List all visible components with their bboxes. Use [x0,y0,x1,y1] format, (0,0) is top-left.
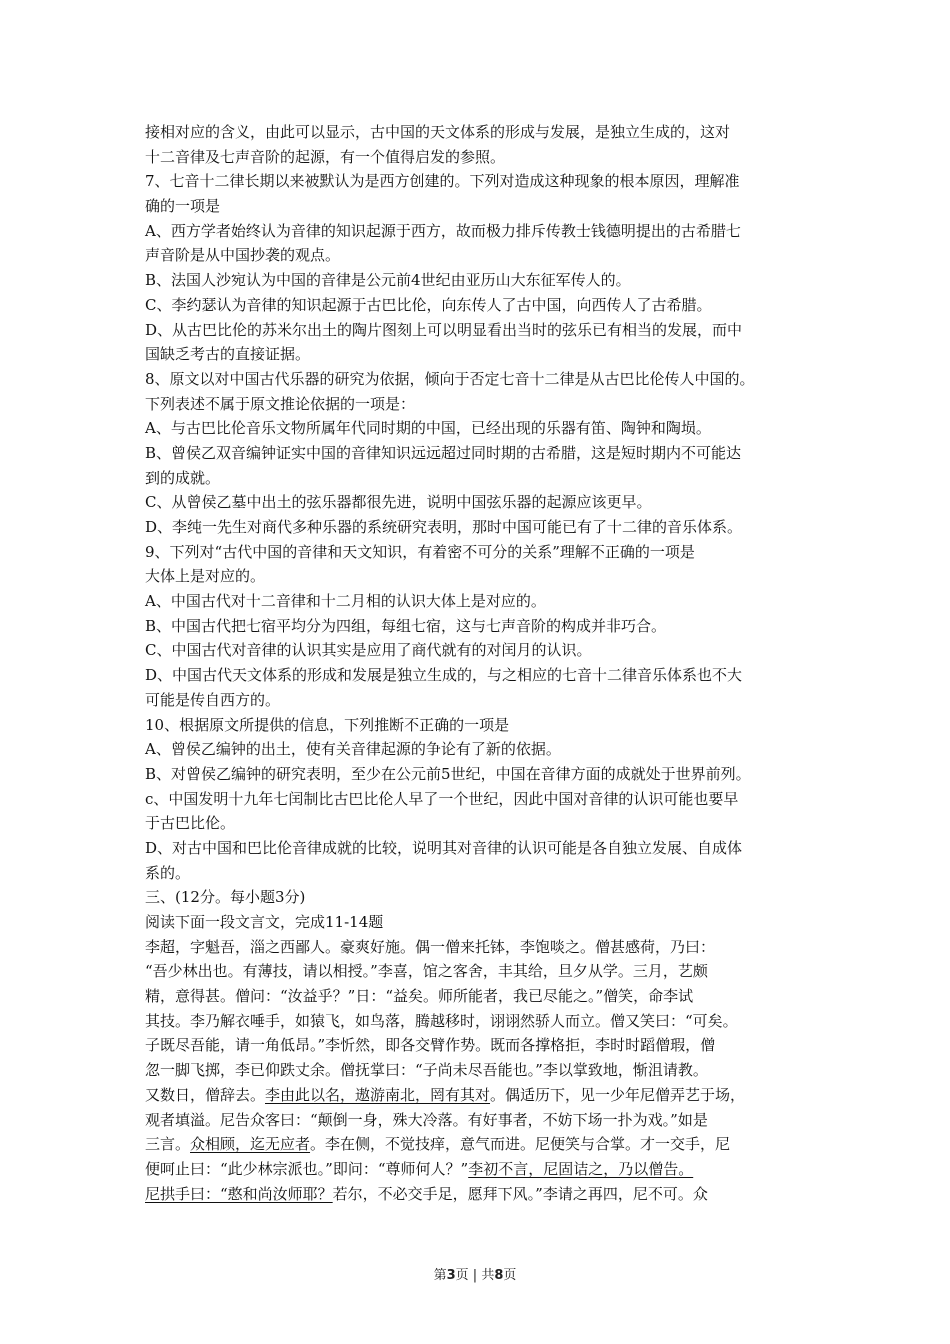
underlined-sentence: 众相顾，迄无应者 [190,1135,311,1154]
passage-text: 。李在侧，不觉技痒，意气而进。尼便笑与合掌。才一交手，尼 [310,1135,731,1154]
section-instruction: 阅读下面一段文言文，完成11-14题 [145,913,384,931]
passage-line: 精，意得甚。僧问：“汝益乎？”日：“益矣。师所能者，我已尽能之。”僧笑，命李试 [145,987,694,1006]
question-7-option-d: D、从古巴比伦的苏米尔出土的陶片图刻上可以明显看出当时的弦乐已有相当的发展，而中 [145,320,743,339]
passage-text: 便呵止曰：“此少林宗派也。”即问：“尊师何人？” [145,1159,469,1178]
underlined-sentence: 李初不言，尼固诘之，乃以僧告。 [468,1159,694,1178]
passage-line [145,1182,835,1207]
passage-line: 其技。李乃解衣唾手，如猿飞，如鸟落，腾越移时，诩诩然骄人而立。僧又笑曰：“可矣。 [145,1011,738,1030]
footer-prefix: 第 [433,1268,447,1283]
question-9-option-d: D、中国古代天文体系的形成和发展是独立生成的，与之相应的七音十二律音乐体系也不大 [145,666,743,685]
footer-middle: 页 | 共 [455,1268,495,1283]
total-pages: 8 [494,1268,504,1283]
passage-line: 忽一脚飞掷，李已仰跌丈余。僧抚掌曰：“子尚未尽吾能也。”李以掌致地，惭沮请教。 [145,1061,708,1080]
passage-text: 若尔，不必交手足，愿拜下风。”李请之再四，尼不可。众 [332,1184,708,1203]
passage-line: 子既尽吾能，请一角低昂。”李忻然，即各交臂作势。既而各撑格拒，李时时蹈僧瑕，僧 [145,1036,716,1055]
passage-text: 三言。 [145,1135,191,1154]
question-9-option-a: A、中国古代对十二音律和十二月相的认识大体上是对应的。 [145,592,546,611]
question-9-option-c: C、中国古代对音律的认识其实是应用了商代就有的对闰月的认识。 [145,641,592,660]
section-heading: 三、(12分。每小题3分) [145,888,306,907]
question-8-option-b: B、曾侯乙双音编钟证实中国的音律知识远远超过同时期的古希腊，这是短时期内不可能达 [145,443,742,462]
text-line: 确的一项是 [145,197,221,216]
passage-text: 。偶适历下，见一少年尼僧弄艺于场， [490,1085,746,1104]
question-10-stem: 10、根据原文所提供的信息，下列推断不正确的一项是 [145,715,510,734]
passage-line [145,1132,835,1157]
passage-line: “吾少林出也。有薄技，请以相授。”李喜，馆之客舍，丰其给，旦夕从学。三月，艺颇 [145,962,708,981]
question-10-option-c: c、中国发明十九年七闰制比古巴比伦人早了一个世纪，因此中国对音律的认识可能也要早 [145,789,739,808]
text-line: 国缺乏考古的直接证据。 [145,345,311,364]
question-8-option-d: D、李纯一先生对商代多种乐器的系统研究表明，那时中国可能已有了十二律的音乐体系。 [145,518,743,536]
question-10-option-a: A、曾侯乙编钟的出土，使有关音律起源的争论有了新的依据。 [145,740,561,759]
question-8-option-a: A、与古巴比伦音乐文物所属年代同时期的中国，已经出现的乐器有笛、陶钟和陶埙。 [145,419,711,438]
underlined-sentence: 李由此以名，遨游南北，罔有其对 [265,1085,491,1104]
page-footer [0,1264,950,1283]
passage-text: 又数日，僧辞去。 [145,1085,266,1104]
question-10-option-b: B、对曾侯乙编钟的研究表明，至少在公元前5世纪，中国在音律方面的成就处于世界前列。 [145,764,751,783]
passage-line: 李超，字魁吾，淄之西鄙人。豪爽好施。偶一僧来托钵，李饱啖之。僧甚感荷，乃曰： [145,937,716,956]
question-8-option-c: C、从曾侯乙墓中出土的弦乐器都很先进，说明中国弦乐器的起源应该更早。 [145,493,652,512]
question-7-option-c: C、李约瑟认为音律的知识起源于古巴比伦，向东传人了古中国，向西传人了古希腊。 [145,295,712,314]
page-number: 3 [446,1268,456,1283]
footer-suffix: 页 [503,1268,517,1283]
question-7-stem: 7、七音十二律长期以来被默认为是西方创建的。下列对造成这种现象的根本原因，理解准 [145,172,740,191]
text-line: 系的。 [145,863,191,882]
question-7-option-a: A、西方学者始终认为音律的知识起源于西方，故而极力排斥传教士钱德明提出的古希腊七 [145,221,741,240]
text-line: 大体上是对应的。 [145,567,266,586]
passage-line [145,1157,835,1182]
text-line: 可能是传自西方的。 [145,690,281,709]
underlined-sentence: 尼拱手曰：“憨和尚汝师耶？ [145,1184,333,1203]
passage-line [145,1083,835,1108]
text-line: 到的成就。 [145,468,221,487]
question-9-option-b: B、中国古代把七宿平均分为四组，每组七宿，这与七声音阶的构成并非巧合。 [145,616,667,635]
question-9-stem: 9、下列对“古代中国的音律和天文知识，有着密不可分的关系”理解不正确的一项是 [145,542,695,561]
text-line: 声音阶是从中国抄袭的观点。 [145,246,341,265]
text-line: 接相对应的含义，由此可以显示，古中国的天文体系的形成与发展，是独立生成的，这对 [145,123,731,141]
document-body [145,120,835,1206]
question-8-stem: 8、原文以对中国古代乐器的研究为依据，倾向于否定七音十二律是从古巴比伦传人中国的。 [145,369,755,388]
question-7-option-b: B、法国人沙宛认为中国的音律是公元前4世纪由亚历山大东征军传人的。 [145,271,631,290]
question-10-option-d: D、对古中国和巴比伦音律成就的比较，说明其对音律的认识可能是各自独立发展、自成体 [145,838,743,857]
text-line: 于古巴比伦。 [145,814,236,833]
text-line: 十二音律及七声音阶的起源，有一个值得启发的参照。 [145,147,506,166]
passage-line: 观者填溢。尼告众客曰：“颠倒一身，殊大冷落。有好事者，不妨下场一扑为戏。”如是 [145,1110,708,1129]
text-line: 下列表述不属于原文推论依据的一项是： [145,394,416,413]
